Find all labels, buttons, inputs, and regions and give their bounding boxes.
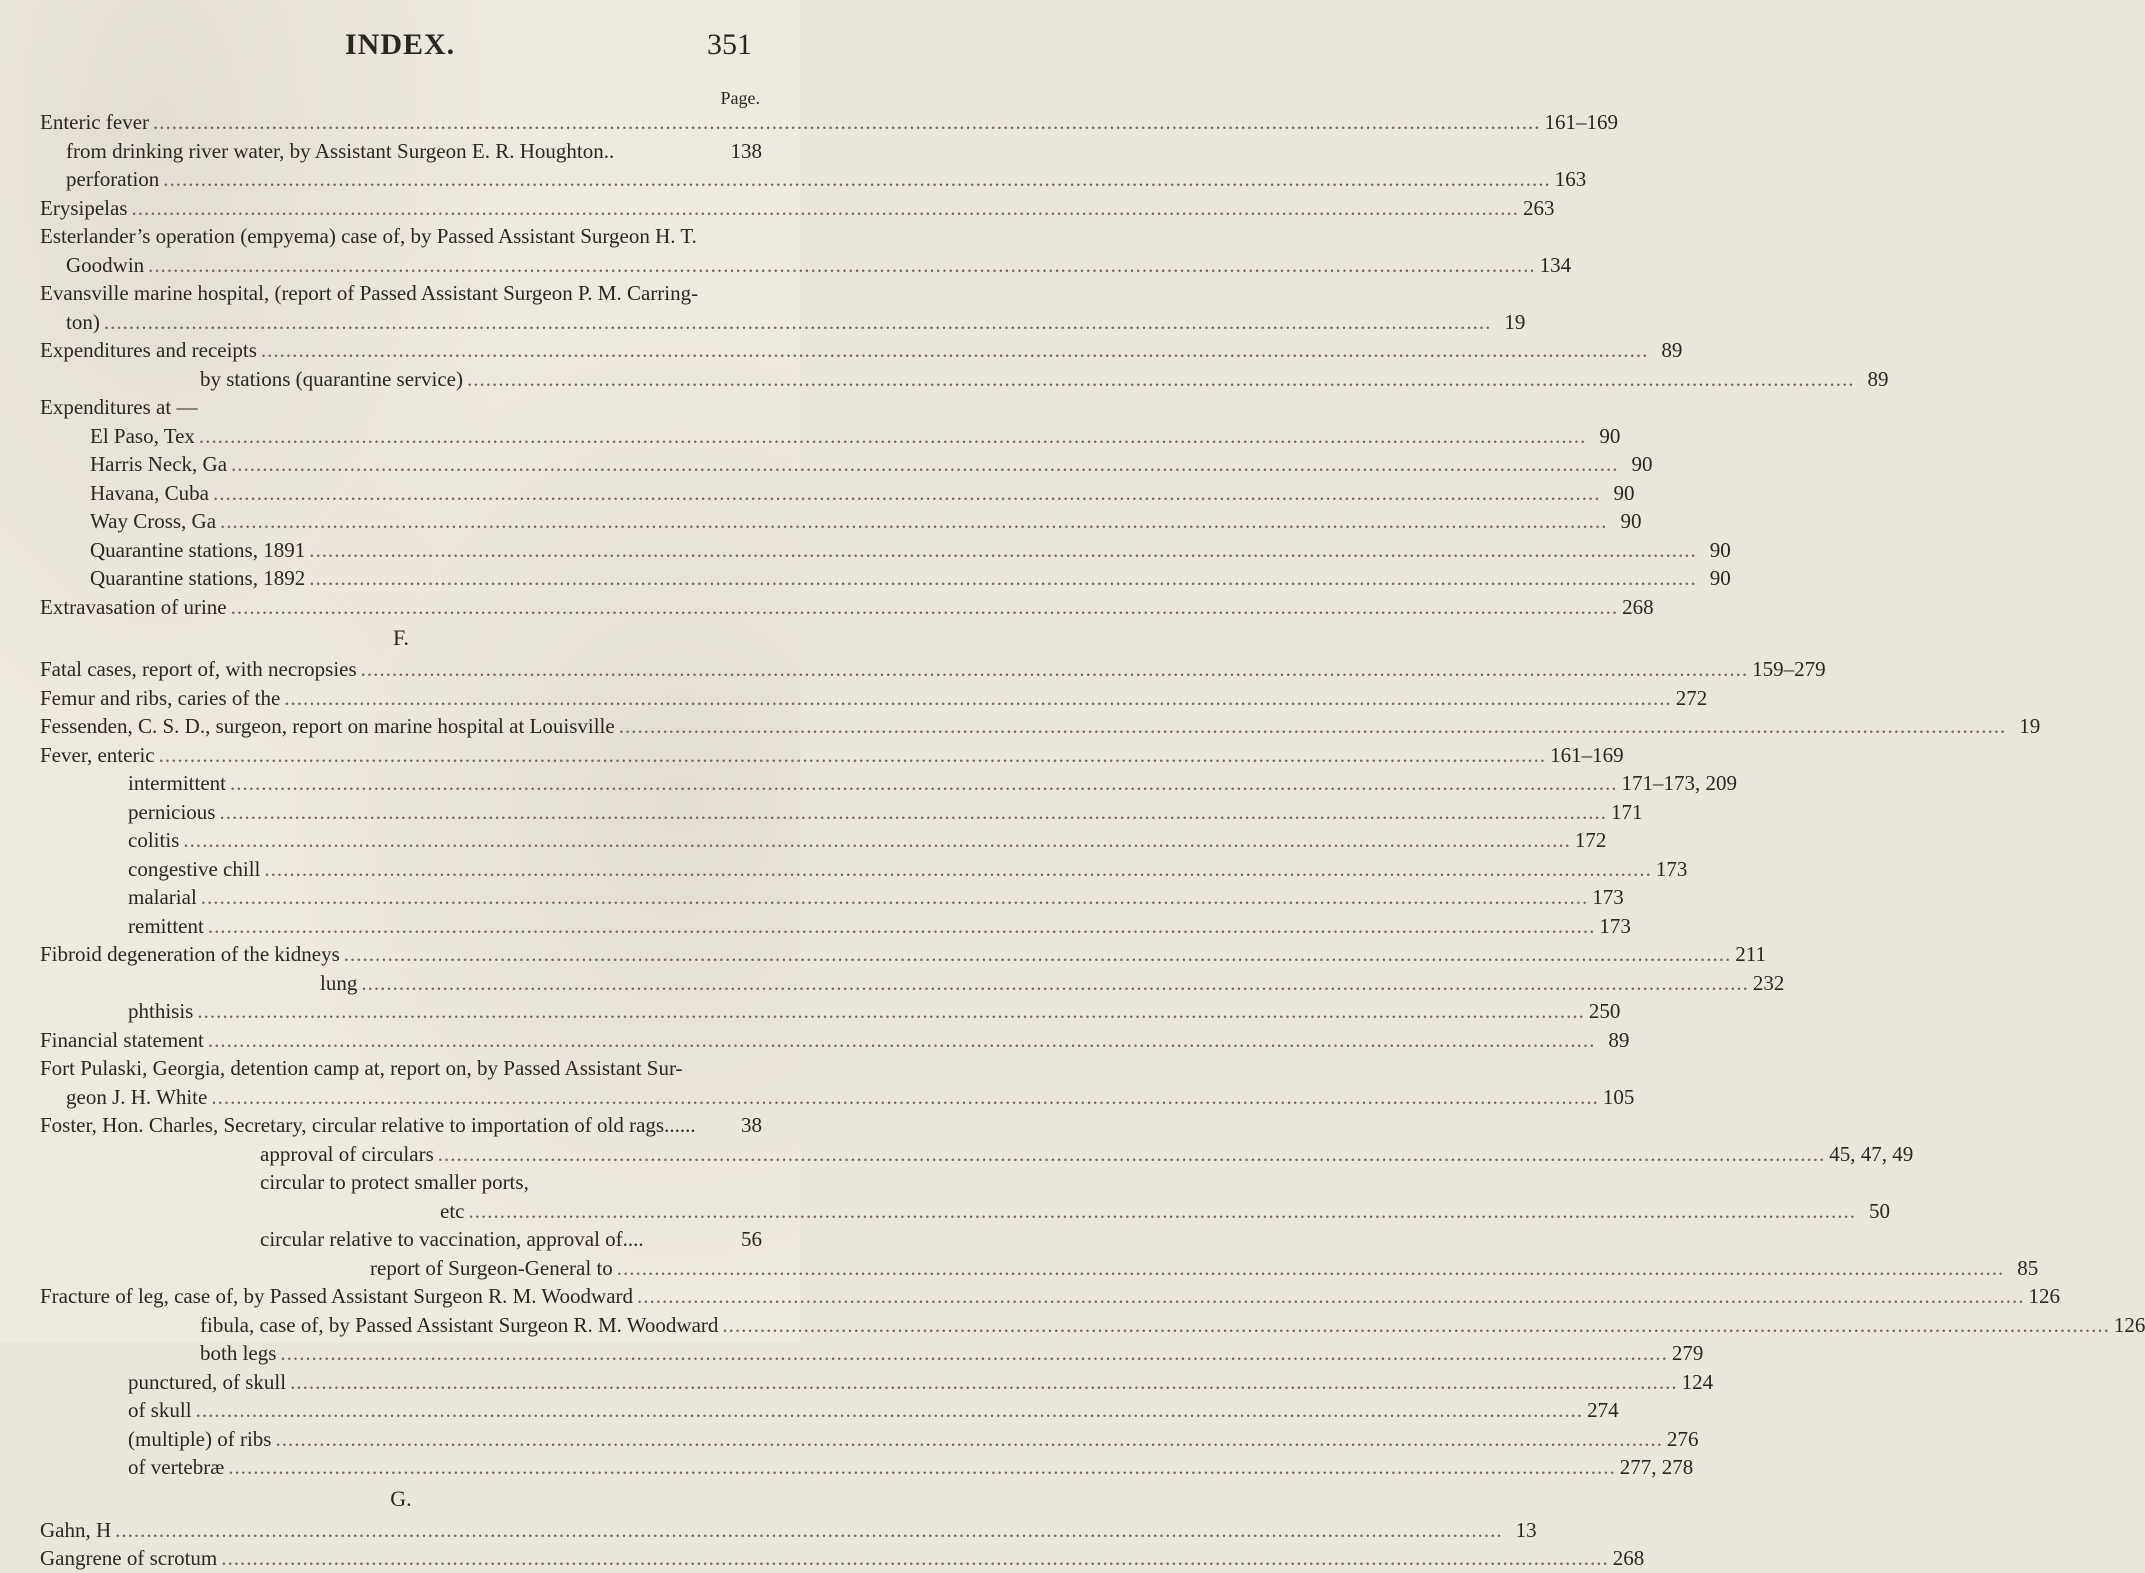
section-letter [40,1482,762,1516]
dot-leader [159,741,1547,770]
entry-text: of vertebræ [128,1455,225,1479]
dot-leader [131,194,1519,223]
entry-page: 126 [2113,1312,2145,1337]
entry-text: malarial [128,885,197,909]
entry-page: 263 [1522,195,1555,220]
dot-leader [230,769,1618,798]
entry-page: 173 [1655,856,1688,881]
entry-text: remittent [128,913,204,938]
entry-text: circular to protect smaller ports, [260,1170,529,1194]
index-entry [40,883,1624,912]
entry-page: 159–279 [1752,657,1826,681]
dot-leader [467,365,1855,394]
index-entry [40,1225,762,1254]
index-entry [40,308,1526,337]
index-entry [40,393,762,422]
index-entry [40,194,1555,223]
entry-text: (multiple) of ribs [128,1426,272,1451]
entry-page: 56 [741,1227,762,1251]
entry-text: lung [320,970,358,995]
entry-text: colitis [128,828,180,852]
entry-page: 172 [1574,828,1607,852]
index-entry [40,365,1889,394]
entry-page: 19 [2019,714,2041,738]
entry-page: 272 [1675,685,1708,710]
entry-text: perforation [66,167,160,191]
entry-page: 134 [1539,252,1572,277]
index-entry [40,769,1737,798]
index-entry [40,969,1785,998]
entry-page: 90 [1620,509,1642,533]
entry-text: Way Cross, Ga [90,509,217,533]
dot-leader [213,479,1601,508]
entry-page: 85 [2017,1255,2039,1280]
dot-leader [208,912,1596,941]
dot-leader [220,507,1608,536]
index-entry [40,912,1631,941]
index-entry [40,684,1708,713]
entry-text: both legs [200,1341,277,1365]
index-entry [40,1453,1694,1482]
index-entry [40,1026,1630,1055]
entry-page: 90 [1709,537,1731,562]
dot-leader [201,883,1589,912]
entry-text: Goodwin [66,252,145,277]
entry-text: phthisis [128,999,194,1023]
index-entry [40,1396,1619,1425]
entry-text: Evansville marine hospital, (report of Passed Assistant Surgeon P. M. Carring- [40,281,699,305]
entry-text: from drinking river water, by Assistant Surgeon E. R. Houghton.. [66,138,615,163]
dot-leader [361,969,1749,998]
entry-page: 50 [1868,1198,1890,1223]
index-entries [40,108,2145,1573]
index-entry [40,1516,1537,1545]
entry-text: Fibroid degeneration of the kidneys [40,942,340,966]
index-entry [40,1083,1635,1112]
dot-leader [438,1140,1826,1169]
index-entry [40,1368,1714,1397]
entry-page: 173 [1599,913,1631,938]
page-title: INDEX. [345,28,456,61]
entry-page: 211 [1735,942,1766,966]
index-entry [40,712,2041,741]
dot-leader [196,1396,1584,1425]
entry-page: 268 [1612,1546,1645,1570]
entry-page: 161–169 [1544,110,1619,134]
entry-text: Fatal cases, report of, with necropsies [40,657,357,681]
entry-text: circular relative to vaccination, approval of.... [260,1227,644,1251]
index-entry [40,479,1635,508]
dot-leader [619,712,2007,741]
page-header [0,28,800,68]
entry-text: report of Surgeon-General to [370,1255,613,1280]
entry-text: intermittent [128,771,226,795]
dot-leader [722,1311,2110,1340]
entry-page: 268 [1622,594,1654,619]
entry-text: pernicious [128,799,216,824]
section-letter-text: F. [393,625,409,650]
index-entry [40,1140,1914,1169]
section-letter-text: G. [390,1485,412,1511]
entry-page: 105 [1602,1084,1635,1109]
index-entry [40,826,1607,855]
dot-leader [344,940,1732,969]
entry-page: 274 [1587,1398,1619,1422]
dot-leader [199,422,1587,451]
index-entry [40,222,762,251]
index-entry [40,279,762,308]
entry-page: 276 [1666,1426,1699,1451]
dot-leader [290,1368,1678,1397]
index-entry [40,1254,2039,1283]
dot-leader [617,1254,2005,1283]
dot-leader [208,1026,1596,1055]
entry-page: 138 [730,138,762,163]
dot-leader [284,684,1672,713]
entry-text: Expenditures and receipts [40,338,257,362]
index-entry [40,940,1766,969]
entry-text: fibula, case of, by Passed Assistant Surgeon R. M. Woodward [200,1312,719,1337]
dot-leader [219,798,1607,827]
entry-text: geon J. H. White [66,1084,208,1109]
dot-leader [264,855,1652,884]
index-entry [40,507,1642,536]
index-entry [40,108,1619,137]
entry-page: 173 [1592,885,1624,909]
entry-text: Quarantine stations, 1892 [90,566,306,590]
entry-page: 277, 278 [1619,1455,1694,1479]
dot-leader [228,1453,1616,1482]
dot-leader [280,1339,1668,1368]
entry-page: 250 [1588,999,1621,1023]
entry-page: 90 [1631,452,1653,476]
index-entry [40,450,1653,479]
entry-page: 19 [1504,309,1526,334]
index-entry [40,1544,1645,1573]
entry-text: Gangrene of scrotum [40,1546,218,1570]
dot-leader [275,1425,1663,1454]
entry-page: 126 [2028,1284,2061,1308]
entry-page: 232 [1752,970,1785,995]
entry-text: by stations (quarantine service) [200,366,463,391]
dot-leader [115,1516,1503,1545]
dot-leader [221,1544,1609,1573]
entry-text: Fort Pulaski, Georgia, detention camp at, report on, by Passed Assistant Sur- [40,1056,683,1080]
index-entry [40,1111,762,1140]
entry-page: 171–173, 209 [1621,771,1737,795]
dot-leader [153,108,1541,137]
entry-text: Financial statement [40,1027,204,1052]
index-entry [40,165,1587,194]
index-entry [40,655,1826,684]
page-column-label: Page. [720,88,760,108]
dot-leader [261,336,1649,365]
dot-leader [197,997,1585,1026]
section-letter [40,621,762,655]
index-entry [40,137,762,166]
index-entry [40,1282,2061,1311]
entry-page: 163 [1554,167,1587,191]
index-entry [40,1339,1704,1368]
entry-page: 279 [1671,1341,1704,1365]
entry-page: 13 [1515,1517,1537,1542]
dot-leader [163,165,1551,194]
entry-text: Fever, enteric [40,742,155,767]
entry-text: Enteric fever [40,110,150,134]
entry-text: Foster, Hon. Charles, Secretary, circular relative to importation of old rags...... [40,1113,696,1137]
entry-page: 90 [1613,480,1635,505]
entry-page: 124 [1681,1369,1714,1394]
index-entry [40,1425,1699,1454]
entry-text: Femur and ribs, caries of the [40,685,281,710]
index-entry [40,855,1688,884]
entry-page: 38 [741,1113,762,1137]
index-entry [40,422,1621,451]
entry-text: El Paso, Tex [90,423,195,448]
dot-leader [309,564,1697,593]
entry-text: Havana, Cuba [90,480,209,505]
entry-text: congestive chill [128,856,261,881]
page-number: 351 [707,28,752,61]
index-entry [40,536,1731,565]
index-entry [40,1311,2145,1340]
entry-page: 45, 47, 49 [1829,1141,1914,1166]
entry-text: Harris Neck, Ga [90,452,228,476]
entry-text: Expenditures at — [40,395,198,419]
dot-leader [104,308,1492,337]
entry-text: punctured, of skull [128,1369,287,1394]
entry-text: Erysipelas [40,195,128,220]
entry-text: Esterlander’s operation (empyema) case of, by Passed Assistant Surgeon H. T. [40,224,697,248]
index-entry [40,336,1683,365]
dot-leader [468,1197,1856,1226]
entry-text: Quarantine stations, 1891 [90,537,306,562]
index-entry [40,251,1572,280]
dot-leader [637,1282,2025,1311]
index-entry [40,997,1621,1026]
entry-page: 171 [1610,799,1643,824]
index-entry [40,1054,762,1083]
dot-leader [231,593,1619,622]
entry-text: Gahn, H [40,1517,112,1542]
entry-text: ton) [66,309,100,334]
entry-page: 89 [1867,366,1889,391]
index-entry [40,1197,1890,1226]
index-entry [40,798,1643,827]
index-entry [40,1168,762,1197]
entry-page: 89 [1608,1027,1630,1052]
dot-leader [148,251,1536,280]
entry-page: 90 [1709,566,1731,590]
entry-text: approval of circulars [260,1141,434,1166]
index-entry [40,593,1654,622]
dot-leader [183,826,1571,855]
index-entry [40,741,1624,770]
dot-leader [231,450,1619,479]
entry-text: Fracture of leg, case of, by Passed Assistant Surgeon R. M. Woodward [40,1284,634,1308]
entry-text: of skull [128,1398,192,1422]
index-entry [40,564,1731,593]
entry-page: 161–169 [1550,742,1624,767]
dot-leader [309,536,1697,565]
entry-text: Extravasation of urine [40,594,227,619]
entry-text: etc [440,1198,465,1223]
entry-page: 90 [1599,423,1621,448]
dot-leader [361,655,1749,684]
entry-page: 89 [1661,338,1683,362]
entry-text: Fessenden, C. S. D., surgeon, report on marine hospital at Louisville [40,714,615,738]
dot-leader [211,1083,1599,1112]
